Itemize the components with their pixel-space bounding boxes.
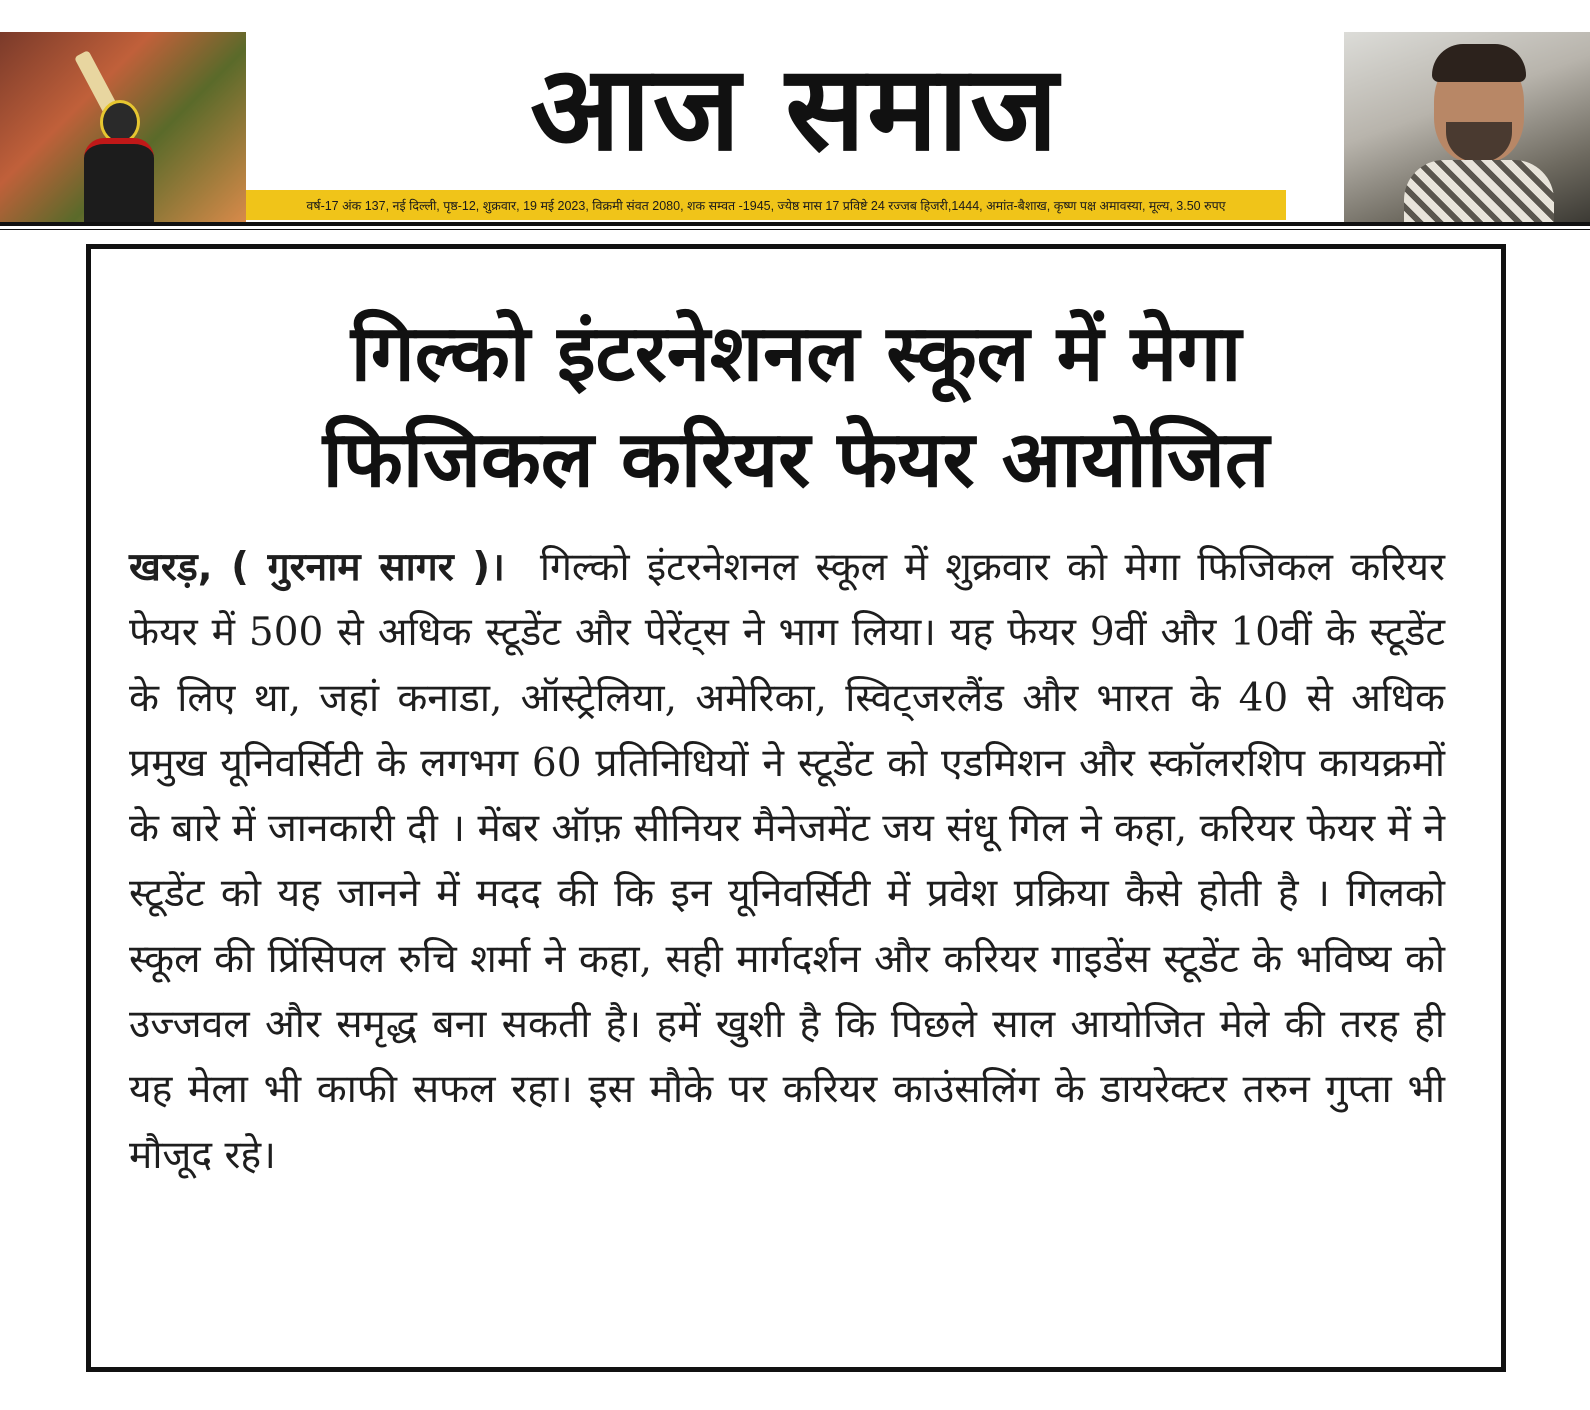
masthead-rule — [0, 222, 1590, 226]
masthead-rule-thin — [0, 229, 1590, 230]
article-dateline: खरड़, ( गुरनाम सागर )। — [129, 545, 505, 590]
actor-photo — [1344, 32, 1590, 222]
masthead-title: आज समाज — [530, 39, 1060, 177]
cricketer-figure — [70, 52, 180, 222]
masthead-dateline: वर्ष-17 अंक 137, नई दिल्ली, पृष्ठ-12, शुक्रवार, 19 मई 2023, विक्रमी संवत 2080, शक सम्वत -1945, ज्येष्ठ मास 17 प्रविष्टे 24 रज्जब हिजरी,1444, अमांत-बैशाख, कृष्ण पक्ष अमावस्या, मूल्य, 3.50 रुपए — [246, 190, 1286, 220]
article-body — [129, 535, 1445, 1188]
hair-shape — [1432, 44, 1526, 82]
article-body-text: गिल्को इंटरनेशनल स्कूल में शुक्रवार को मेगा फिजिकल करियर फेयर में 500 से अधिक स्टूडेंट और पेरेंट्स ने भाग लिया। यह फेयर 9वीं और 10वीं के स्टूडेंट के लिए था, जहां कनाडा, ऑस्ट्रेलिया, अमेरिका, स्विट्जरलैंड और भारत के 40 से अधिक प्रमुख यूनिवर्सिटी के लगभग 60 प्रतिनिधियों ने स्टूडेंट को एडमिशन और स्कॉलरशिप कायक्रमों के बारे में जानकारी दी । मेंबर ऑफ़ सीनियर मैनेजमेंट जय संधू गिल ने कहा, करियर फेयर में ने स्टूडेंट को यह जानने में मदद की कि इन यूनिवर्सिटी में प्रवेश प्रक्रिया कैसे होती है । गिलको स्कूल की प्रिंसिपल रुचि शर्मा ने कहा, सही मार्गदर्शन और करियर गाइडेंस स्टूडेंट के भविष्य को उज्जवल और समृद्ध बना सकती है। हमें खुशी है कि पिछले साल आयोजित मेले की तरह ही यह मेला भी काफी सफल रहा। इस मौके पर करियर काउंसलिंग के डायरेक्टर तरुन गुप्ता भी मौजूद रहे। — [129, 545, 1445, 1178]
article-headline — [111, 301, 1481, 513]
scarf-shape — [1404, 160, 1554, 222]
cricketer-photo — [0, 32, 246, 222]
headline-line-2: फिजिकल करियर फेयर आयोजित — [322, 415, 1270, 505]
article-box — [86, 244, 1506, 1372]
jersey-shape — [84, 138, 154, 222]
actor-figure — [1404, 42, 1554, 222]
headline-line-1: गिल्को इंटरनेशनल स्कूल में मेगा — [350, 309, 1242, 399]
